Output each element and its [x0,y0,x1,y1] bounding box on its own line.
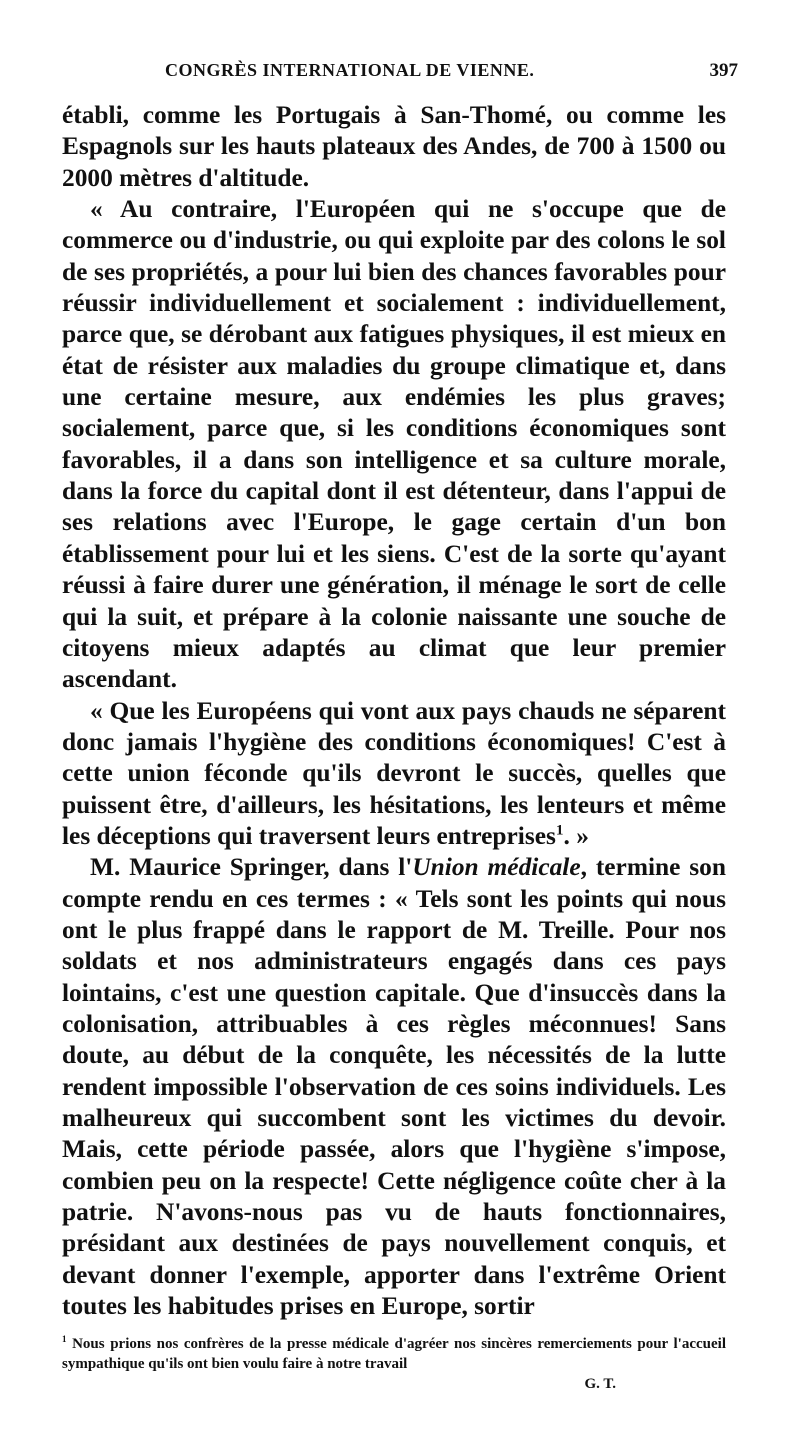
page-header [0,60,800,96]
paragraph-springer [62,852,726,1322]
footnote-signature: G. T. [584,1376,616,1392]
page-number: 397 [709,60,738,81]
paragraph-text-end: . » [563,821,589,850]
footnote [62,1334,726,1394]
paragraph-text-end: , termine son compte rendu en ces termes : « Tels sont les points qui nous ont le plus frappé dans le rapport de M. Treille. Pour nos soldats et nos administrateurs engagés dans ces pays lointains, c'est une question capitale. Que d'insuccès dans la colonisation, attribuables à ces règles méconnues! Sans doute, au début de la conquête, les nécessités de la lutte rendent impossible l'observation de ces soins individuels. Les malheureux qui succombent sont les victimes du devoir. Mais, cette période passée, alors que l'hygiène s'impose, combien peu on la respecte! Cette négligence coûte cher à la patrie. N'avons-nous pas vu de hauts fonctionnaires, présidant aux destinées de pays nouvellement conquis, et devant donner l'exemple, apporter dans l'extrême Orient toutes les habitudes prises en Europe, sortir [62,853,726,1321]
journal-title: Union médicale [412,853,581,882]
running-head: CONGRÈS INTERNATIONAL DE VIENNE. [165,60,535,80]
body-text [62,100,726,1322]
paragraph-quote-europeens [62,696,726,853]
footnote-text: Nous prions nos confrères de la presse médicale d'agréer nos sincères remerciements pour l'accueil sympathique qu'ils ont bien voulu faire à notre travail [62,1336,727,1372]
footnote-reference: 1 [555,821,564,839]
footnote-marker: 1 [62,1334,67,1344]
paragraph-quote-au-contraire: « Au contraire, l'Européen qui ne s'occupe que de commerce ou d'industrie, ou qui exploite par des colons le sol de ses propriétés, a pour lui bien des chances favorables pour réussir individuellement et socialement : individuellement, parce que, se dérobant aux fatigues physiques, il est mieux en état de résister aux maladies du groupe climatique et, dans une certaine mesure, aux endémies les plus graves; socialement, parce que, si les conditions économiques sont favorables, il a dans son intelligence et sa culture morale, dans la force du capital dont il est détenteur, dans l'appui de ses relations avec l'Europe, le gage certain d'un bon établissement pour lui et les siens. C'est de la sorte qu'ayant réussi à faire durer une génération, il ménage le sort de celle qui la suit, et prépare à la colonie naissante une souche de citoyens mieux adaptés au climat que leur premier ascendant. [62,195,726,694]
paragraph-text: « Que les Européens qui vont aux pays chauds ne séparent donc jamais l'hygiène des conditions économiques! C'est à cette union féconde qu'ils devront le succès, quelles que puissent être, d'ailleurs, les hésitations, les lenteurs et même les déceptions qui traversent leurs entreprises [62,696,726,850]
paragraph-continuation: établi, comme les Portugais à San-Thomé, ou comme les Espagnols sur les hauts plateaux des Andes, de 700 à 1500 ou 2000 mètres d'altitude. [62,101,726,192]
paragraph-text: M. Maurice Springer, dans l' [90,853,413,882]
